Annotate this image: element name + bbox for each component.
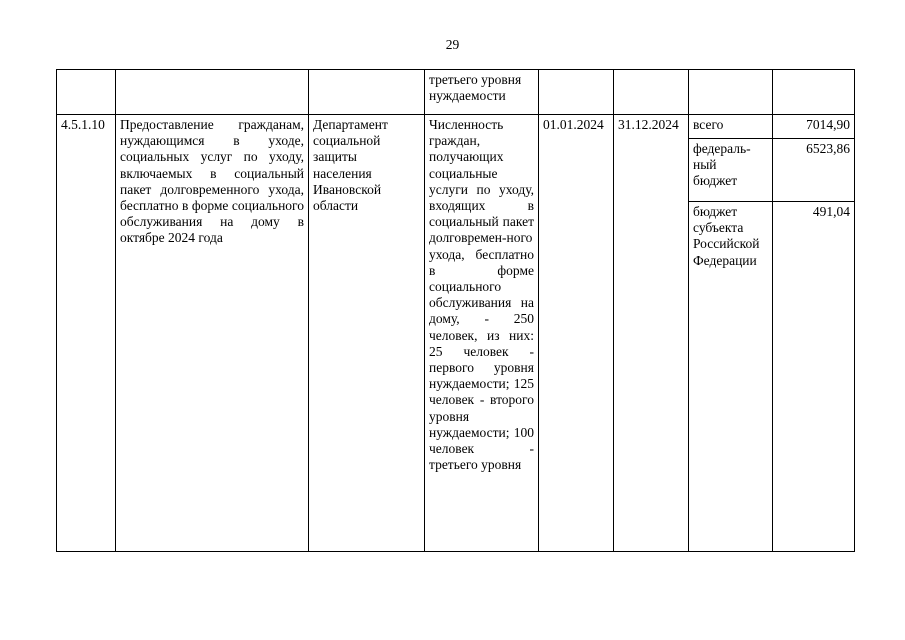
start-date-cell bbox=[539, 115, 614, 552]
item-code: 4.5.1.10 bbox=[61, 117, 105, 132]
end-date-cell-empty bbox=[614, 70, 689, 115]
indicator-cell-continued bbox=[425, 70, 539, 115]
funding-source-total: всего bbox=[693, 117, 724, 132]
funding-source-cell-empty bbox=[689, 70, 773, 115]
description-cell-empty bbox=[116, 70, 309, 115]
table-row-continued bbox=[57, 70, 855, 115]
indicator-continued-text: третьего уровня нуждаемости bbox=[429, 72, 522, 104]
executor-cell bbox=[309, 115, 425, 552]
funding-source-cell bbox=[689, 115, 773, 139]
funding-source-regional: бюджет субъекта Российской Федерации bbox=[693, 204, 760, 268]
funding-amount-cell-empty bbox=[773, 70, 855, 115]
page-number: 29 bbox=[445, 37, 460, 52]
executor-cell-empty bbox=[309, 70, 425, 115]
funding-amount-regional: 491,04 bbox=[812, 204, 850, 219]
program-table bbox=[56, 69, 855, 552]
code-cell-empty bbox=[57, 70, 116, 115]
funding-source-cell bbox=[689, 139, 773, 202]
start-date: 01.01.2024 bbox=[543, 117, 604, 132]
item-indicator: Численность граждан, получающих социальные услуги по уходу, входящих в социальный пакет долговремен-ного ухода, бесплатно в форме социального обслуживания на дому, - 250 человек, из них: 25 человек - первого уровня нуждаемости; 125 человек - второго уровня нуждаемости; 100 человек - третьего уровня bbox=[429, 117, 534, 473]
code-cell bbox=[57, 115, 116, 552]
funding-source-cell bbox=[689, 202, 773, 552]
end-date-cell bbox=[614, 115, 689, 552]
item-description: Предоставление гражданам, нуждающимся в уходе, социальных услуг по уходу, включаемых в социальный пакет долговременного ухода, бесплатно в форме социального обслуживания на дому в октябре 2024 года bbox=[120, 117, 304, 246]
funding-source-federal: федераль- ный бюджет bbox=[693, 141, 751, 189]
indicator-cell bbox=[425, 115, 539, 552]
funding-amount-total: 7014,90 bbox=[806, 117, 850, 132]
funding-amount-cell bbox=[773, 139, 855, 202]
start-date-cell-empty bbox=[539, 70, 614, 115]
description-cell bbox=[116, 115, 309, 552]
end-date: 31.12.2024 bbox=[618, 117, 679, 132]
funding-amount-federal: 6523,86 bbox=[806, 141, 850, 156]
funding-amount-cell bbox=[773, 115, 855, 139]
funding-amount-cell bbox=[773, 202, 855, 552]
table-row-main bbox=[57, 115, 855, 139]
item-executor: Департамент социальной защиты населения Ивановской области bbox=[313, 117, 388, 214]
